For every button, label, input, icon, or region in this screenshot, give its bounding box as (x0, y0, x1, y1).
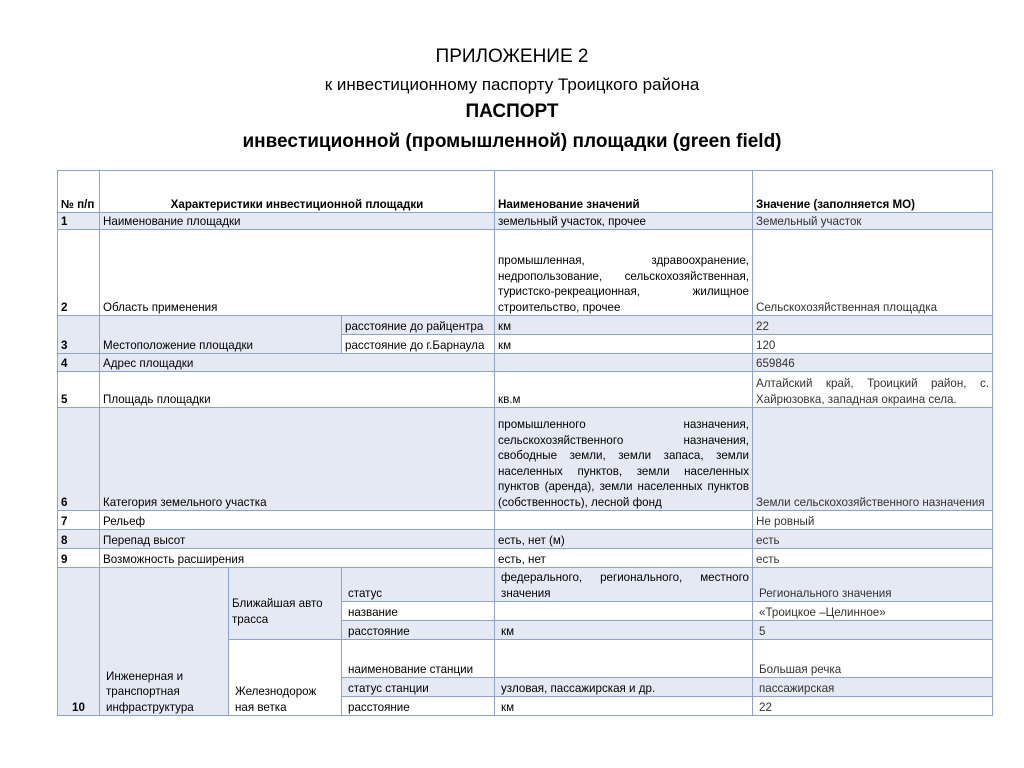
table-row (58, 230, 993, 316)
row-characteristic: Инженерная и транспортная инфраструктура (100, 568, 229, 716)
table-row (58, 530, 993, 549)
table-row (58, 568, 993, 602)
row-number: 1 (58, 213, 100, 230)
document-title: ПАСПОРТ (465, 101, 559, 122)
row-number: 2 (58, 230, 100, 316)
table-row (58, 511, 993, 530)
row-value: Земли сельскохозяйственного назначения (753, 408, 993, 511)
col-header-characteristic: Характеристики инвестиционной площадки (100, 171, 495, 213)
rail-station-status-names: узловая, пассажирская и др. (495, 678, 753, 697)
road-name-value: «Троицкое –Целинное» (753, 602, 993, 621)
row-names: кв.м (495, 372, 753, 408)
rail-station-name-value: Большая речка (753, 640, 993, 678)
row-names (495, 354, 753, 372)
table-row (58, 549, 993, 568)
road-distance-value: 5 (753, 621, 993, 640)
row-value: есть (753, 530, 993, 549)
row-value: Не ровный (753, 511, 993, 530)
road-label: Ближайшая авто трасса (229, 568, 342, 640)
row-names (495, 511, 753, 530)
row-number: 8 (58, 530, 100, 549)
row-number: 9 (58, 549, 100, 568)
appendix-label: ПРИЛОЖЕНИЕ 2 (435, 46, 589, 67)
row-names: промышленного назначения, сельскохозяйственного назначения, свободные земли, земли запаса, земли населенных пунктов, земли населенных пунктов (аренда), земли населенных пунктов (собственность), лесной фонд (495, 408, 753, 511)
row-value: есть (753, 549, 993, 568)
row-names: есть, нет (м) (495, 530, 753, 549)
row-number: 4 (58, 354, 100, 372)
row-subcharacteristic: расстояние до г.Барнаула (342, 335, 495, 354)
table-row (58, 213, 993, 230)
rail-label: Железнодорож ная ветка (229, 640, 342, 716)
row-value: Земельный участок (753, 213, 993, 230)
rail-distance-names: км (495, 697, 753, 716)
col-header-names: Наименование значений (495, 171, 753, 213)
row-value: Алтайский край, Троицкий район, с. Хайрюзовка, западная окраина села. (753, 372, 993, 408)
row-number: 7 (58, 511, 100, 530)
rail-station-status-value: пассажирская (753, 678, 993, 697)
table-row (58, 408, 993, 511)
row-characteristic: Возможность расширения (100, 549, 495, 568)
rail-station-name-label: наименование станции (342, 640, 495, 678)
table-row (58, 354, 993, 372)
row-names: км (495, 335, 753, 354)
road-name-label: название (342, 602, 495, 621)
passport-table (57, 170, 993, 716)
row-names: есть, нет (495, 549, 753, 568)
road-distance-label: расстояние (342, 621, 495, 640)
row-value: Сельскохозяйственная площадка (753, 230, 993, 316)
row-characteristic: Адрес площадки (100, 354, 495, 372)
row-value: 659846 (753, 354, 993, 372)
col-header-num: № п/п (58, 171, 100, 213)
rail-distance-label: расстояние (342, 697, 495, 716)
row-characteristic: Область применения (100, 230, 495, 316)
road-name-names (495, 602, 753, 621)
row-number: 10 (58, 568, 100, 716)
table-row (58, 372, 993, 408)
row-names: промышленная, здравоохранение, недропользование, сельскохозяйственная, туристско-рекреационная, жилищное строительство, прочее (495, 230, 753, 316)
table-header-row (58, 171, 993, 213)
row-characteristic: Местоположение площадки (100, 316, 342, 354)
row-number: 3 (58, 316, 100, 354)
row-value: 120 (753, 335, 993, 354)
rail-station-name-names (495, 640, 753, 678)
row-names: земельный участок, прочее (495, 213, 753, 230)
row-number: 6 (58, 408, 100, 511)
appendix-subtitle: к инвестиционному паспорту Троицкого района (324, 75, 700, 94)
row-characteristic: Площадь площадки (100, 372, 495, 408)
road-status-value: Регионального значения (753, 568, 993, 602)
document-subtitle: инвестиционной (промышленной) площадки (green field) (242, 131, 782, 152)
col-header-value: Значение (заполняется МО) (753, 171, 993, 213)
table-row (58, 316, 993, 335)
road-distance-names: км (495, 621, 753, 640)
rail-station-status-label: статус станции (342, 678, 495, 697)
road-status-names: федерального, регионального, местного значения (495, 568, 753, 602)
row-subcharacteristic: расстояние до райцентра (342, 316, 495, 335)
row-characteristic: Перепад высот (100, 530, 495, 549)
rail-distance-value: 22 (753, 697, 993, 716)
row-number: 5 (58, 372, 100, 408)
road-status-label: статус (342, 568, 495, 602)
row-characteristic: Рельеф (100, 511, 495, 530)
row-value: 22 (753, 316, 993, 335)
row-characteristic: Категория земельного участка (100, 408, 495, 511)
row-characteristic: Наименование площадки (100, 213, 495, 230)
row-names: км (495, 316, 753, 335)
